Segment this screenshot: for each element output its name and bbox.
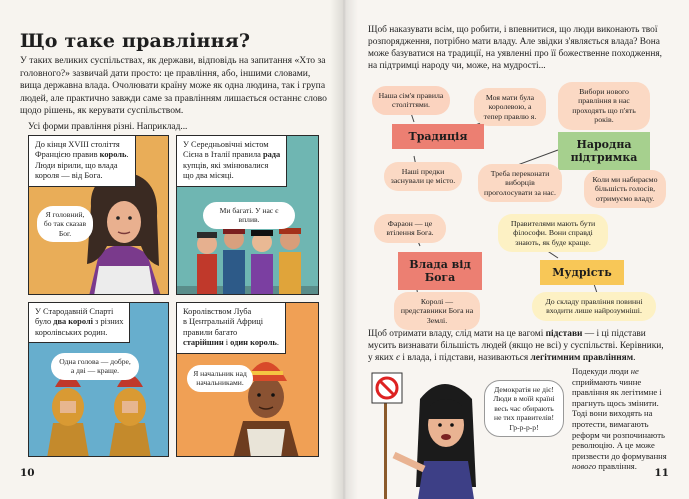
panel-caption: Королівством Луба в Центральній Африці правили багато старійшин і один король. (177, 303, 286, 354)
note-mother-queen: Моя мати була королевою, а тепер правлю я. (474, 88, 546, 126)
panel-caption: До кінця XVIII століття Францією правив король. Люди вірили, що влада короля — від Бога. (29, 136, 136, 187)
intro-paragraph: Щоб наказувати всім, що робити, і впевнитися, що люди виконають твої розпорядження, потрібно мати владу. Але звідки з'являється влада? Вона може базуватися на традиції, на уявленні про її божественне походження, на підтримці народу чи, може, на мудрості... (368, 25, 662, 71)
comic-panel-france (28, 135, 169, 295)
speech-bubble: Ми багаті. У нас є вплив. (203, 202, 295, 229)
left-page (0, 0, 344, 499)
note-convince-voters: Треба переконати виборців проголосувати за нас. (478, 164, 562, 202)
note-kings-representatives: Королі — представники Бога на Землі. (394, 292, 480, 330)
note-elections: Вибори нового правління в нас проходять що п'ять років. (558, 82, 650, 130)
closing-paragraph: Подекуди люди не сприймають чинне правління як легітимне і прагнуть щось змінити. Тоді вони виходять на протести, вимагають реформ чи розпочинають революцію. А це може призвести до формування нового правління. (572, 366, 667, 472)
speech-bubble: Я головний, бо так сказав Бог. (37, 206, 93, 242)
speech-bubble: Демократія не діє! Люди в моїй країні весь час обирають не тих правителів! Гр-р-р-р! (484, 380, 564, 437)
panel-caption: У Стародавній Спарті було два королі з різних королівських родин. (29, 303, 130, 343)
book-gutter-shadow (330, 0, 358, 499)
legitimacy-paragraph: Щоб отримати владу, слід мати на це вагомі підстави — і ці підстави мусить визнавати більшість людей (якщо не всі) у суспільстві. Керівники, у яких є і влада, і підстави, називаються легітимним правлінням. (368, 329, 664, 363)
comic-panel-sparta (28, 302, 169, 457)
page-number: 10 (20, 467, 35, 479)
panel-caption: У Середньовічні містом Сієна в Італії правила рада купців, які змінювалися що два місяці. (177, 136, 287, 187)
note-philosophers: Правителями мають бути філософи. Вони справді знають, як буде краще. (498, 214, 608, 252)
speech-bubble: Я начальник над начальниками. (187, 365, 253, 392)
page-title: Що таке правління? (20, 30, 251, 52)
note-ancestors-founded: Наші предки заснували це місто. (384, 162, 462, 191)
note-family-ruled: Наша сім'я правила століттями. (372, 86, 450, 115)
intro-paragraph: У таких великих суспільствах, як держави, відповідь на запитання «Хто за головного?» зазвичай дати просто: це правління, або, іншими словами, вища державна влада. Очолювати країну може як одна людина, так і група людей, але практично завжди саме за правлінням лишається останнє слово щодо рішень, як керувати суспільством. (20, 55, 327, 117)
speech-bubble: Одна голова — добре, а дві — краще. (51, 353, 139, 380)
ribbon-divine-power: Влада від Бога (398, 252, 482, 290)
ribbon-wisdom: Мудрість (540, 260, 624, 285)
comic-panel-luba (176, 302, 319, 457)
ribbon-tradition: Традиція (392, 124, 484, 149)
note-majority-votes: Коли ми набираємо більшість голосів, отримуємо владу. (584, 170, 666, 208)
right-page (344, 0, 689, 499)
ribbon-popular-support: Народна підтримка (558, 132, 650, 170)
note-wisest-only: До складу правління повинні входити лише найрозумніші. (532, 292, 656, 321)
comic-panel-siena (176, 135, 319, 295)
note-pharaoh: Фараон — це втілення Бога. (374, 214, 446, 243)
lead-line: Усі форми правління різні. Наприклад... (28, 122, 188, 132)
page-number: 11 (654, 467, 669, 479)
